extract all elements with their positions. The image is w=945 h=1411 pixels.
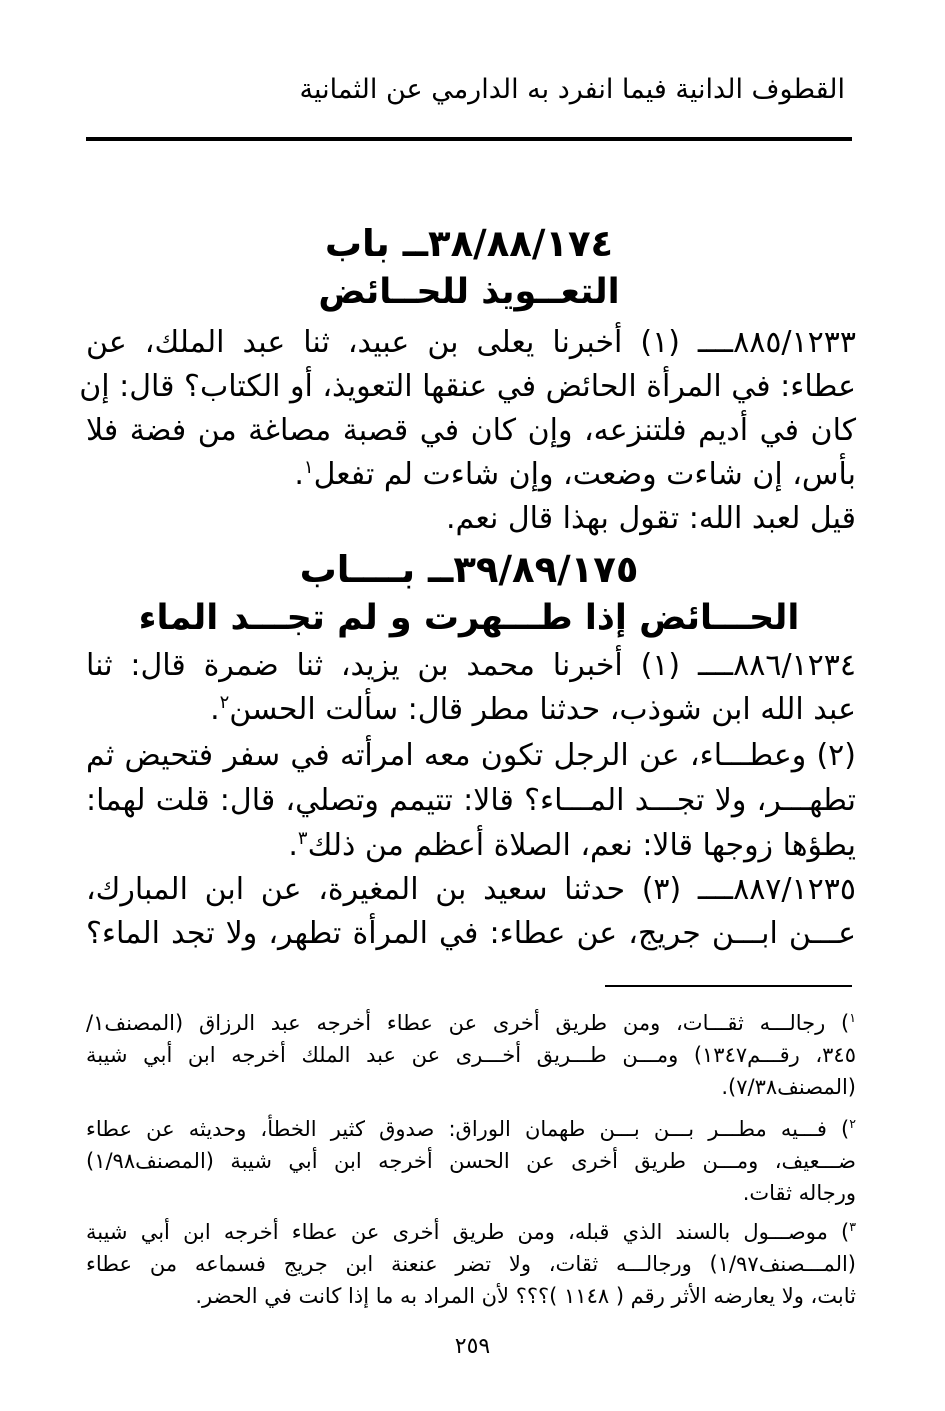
body-line: [86, 498, 856, 540]
body-line: [86, 913, 856, 955]
body-text: بأس، إن شاءت وضعت، وإن شاءت لم تفعل: [313, 457, 856, 492]
body-line: [86, 869, 856, 911]
body-line: [86, 735, 856, 777]
footnote-text: ثابت، ولا يعارضه الأثر رقم ( ١١٤٨ )؟؟؟ لأن المراد به ما إذا كانت في الحضر.: [195, 1284, 856, 1308]
footnote-text: رجالـــه ثقـــات، ومن طريق أخرى عن عطاء أخرجه عبد الرزاق (المصنف١/: [86, 1011, 826, 1035]
page-number: ٢٥٩: [454, 1334, 491, 1359]
footnote-line: $^٣$) موصـــول بالسند الذي قبله، ومن طريق أخرى عن عطاء أخرجه ابن أبي شيبة: [86, 1219, 856, 1244]
body-text: عبد الله ابن شوذب، حدثنا مطر قال: سألت الحسن: [229, 692, 856, 727]
footnote-line: [86, 1072, 856, 1102]
body-text: ٨٨٥/١٢٣٣ــــ (١) أخبرنا يعلى بن عبيد، ثنا عبد الملك، عن: [86, 325, 856, 360]
body-text: ٨٨٧/١٢٣٥ــــ (٣) حدثنا سعيد بن المغيرة، عن ابن المبارك،: [86, 872, 856, 907]
footnote-text: (المـــصنف١/٩٧) ورجالـــه ثقات، ولا تضر عنعنة ابن جريج فسماعه من عطاء: [86, 1252, 856, 1276]
header-rule: [86, 137, 852, 141]
footnote-marker: ٣: [849, 1219, 856, 1234]
footnote-text: ضـــعيف، ومـــن طريق أخرى عن الحسن أخرجه ابن أبي شيبة (المصنف١/٩٨): [86, 1149, 856, 1173]
section-number-heading: ٣٨/٨٨/١٧٤ــ باب: [324, 222, 614, 265]
body-line: يطؤها زوجها قالا: نعم، الصلاة أعظم من ذلك$^٣$.: [288, 828, 856, 863]
body-text: يطؤها زوجها قالا: نعم، الصلاة أعظم من ذلك: [307, 828, 856, 863]
footnote-line: [86, 1281, 856, 1311]
footnote-line: [86, 1040, 856, 1070]
footnote-ref: ٢: [219, 692, 230, 713]
body-text: عطاء: في المرأة الحائض في عنقها التعويذ، أو الكتاب؟ قال: إن: [79, 369, 856, 404]
body-text: قيل لعبد الله: تقول بهذا قال نعم.: [445, 501, 856, 536]
footnote-text: فـــيه مطـــر بـــن بـــن طهمان الوراق: صدوق كثير الخطأ، وحديثه عن عطاء: [86, 1117, 827, 1141]
body-text: ٨٨٦/١٢٣٤ــــ (١) أخبرنا محمد بن يزيد، ثنا ضمرة قال: ثنا: [86, 648, 857, 683]
footnote-text: (المصنف٧/٣٨).: [721, 1075, 856, 1099]
footnote-line: [86, 1249, 856, 1279]
footnote-line: $^٢$) فـــيه مطـــر بـــن بـــن طهمان الوراق: صدوق كثير الخطأ، وحديثه عن عطاء: [86, 1116, 856, 1141]
body-text: كان في أديم فلتنزعه، وإن كان في قصبة مصاغة من فضة فلا: [86, 413, 856, 448]
footnote-text: موصـــول بالسند الذي قبله، ومن طريق أخرى عن عطاء أخرجه ابن أبي شيبة: [86, 1220, 828, 1244]
footnote-ref: ٣: [297, 828, 308, 849]
footnote-ref: ١: [303, 457, 314, 478]
body-line: [86, 780, 856, 822]
section-title: الحـــائض إذا طـــهرت و لم تجـــد الماء: [138, 598, 800, 638]
body-line: [79, 366, 856, 408]
footnote-text: ٣٤٥، رقـــم١٣٤٧) ومـــن طـــريق أخـــرى عن عبد الملك أخرجه ابن أبي شيبة: [86, 1043, 856, 1067]
body-line: [86, 645, 856, 687]
footnote-marker: ١: [849, 1010, 856, 1025]
body-text: (٢) وعطـــاء، عن الرجل تكون معه امرأته في سفر فتحيض ثم: [86, 738, 856, 773]
body-line: عبد الله ابن شوذب، حدثنا مطر قال: سألت الحسن$^٢$.: [210, 692, 856, 727]
body-line: [86, 322, 856, 364]
footnote-rule: [605, 985, 852, 987]
footnote-marker: ٢: [849, 1116, 856, 1131]
section-number-heading: ٣٩/٨٩/١٧٥ــ بــــاب: [299, 548, 639, 591]
footnote-line: $^١$) رجالـــه ثقـــات، ومن طريق أخرى عن عطاء أخرجه عبد الرزاق (المصنف١/: [86, 1010, 856, 1035]
running-header: القطوف الدانية فيما انفرد به الدارمي عن الثمانية: [299, 74, 845, 105]
body-line: بأس، إن شاءت وضعت، وإن شاءت لم تفعل$^١$.: [294, 457, 856, 492]
footnote-text: ورجاله ثقات.: [742, 1181, 856, 1205]
footnote-line: [86, 1146, 856, 1176]
footnote-line: [86, 1178, 856, 1208]
body-line: [86, 410, 856, 452]
body-text: تطهـــر، ولا تجـــد المـــاء؟ قالا: تتيمم وتصلي، قال: قلت لهما:: [86, 783, 856, 818]
body-text: عـــن ابـــن جريج، عن عطاء: في المرأة تطهر، ولا تجد الماء؟: [86, 916, 856, 951]
section-title: التعــويذ للحــائض: [318, 272, 620, 312]
